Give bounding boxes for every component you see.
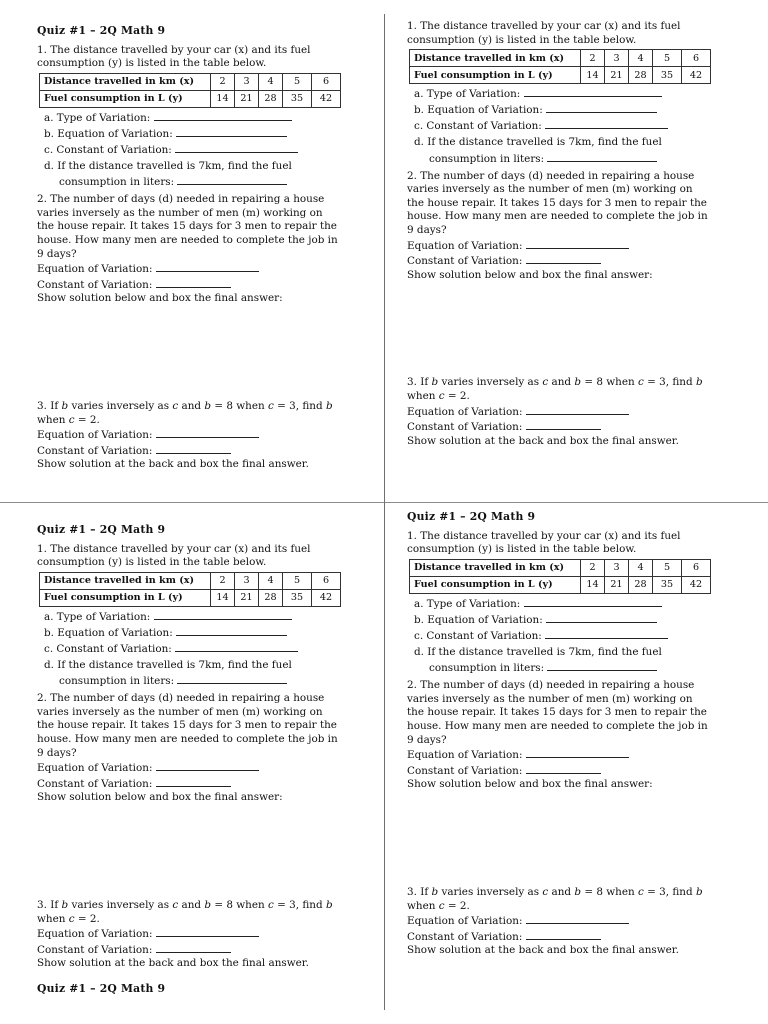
answer-blank[interactable] [156,760,259,771]
table-cell: 21 [605,67,629,84]
q1-text-line2: consumption (y) is listed in the table below. [407,543,637,556]
table-cell: 2 [581,559,605,576]
q1c-label: c. Constant of Variation: [414,629,542,642]
answer-blank[interactable] [546,612,657,623]
q2-text-line: house. How many men are needed to complete the job in [407,210,708,223]
q2-text-line: 9 days? [37,746,77,759]
q1d-label: d. If the distance travelled is 7km, find the fuel [44,659,292,672]
table-row-label: Fuel consumption in L (y) [40,90,211,107]
q3-text-line: 3. If b varies inversely as c and b = 8 when c = 3, find b [37,899,333,911]
answer-blank[interactable] [156,942,231,953]
answer-blank[interactable] [154,609,292,620]
q3-equation-label: Equation of Variation: [37,928,153,941]
table-cell: 5 [283,73,312,90]
table-cell: 4 [629,50,653,67]
q1b-line [407,102,729,118]
q1b-label: b. Equation of Variation: [414,613,543,626]
data-table [39,572,341,607]
q1c-line [37,142,359,158]
table-cell: 21 [605,576,629,593]
table-cell: 14 [581,576,605,593]
q3-constant-line [37,942,359,958]
table-row [40,90,341,107]
q3-equation-line [37,926,359,942]
q2-equation-line [37,261,359,277]
answer-blank[interactable] [526,419,601,430]
q2-text-line: the house repair. It takes 15 days for 3 men to repair the [407,196,707,209]
q1a-line [37,609,359,625]
answer-blank[interactable] [156,776,231,787]
q2-text-line: 9 days? [407,733,447,746]
table-cell: 5 [653,559,682,576]
table-cell: 6 [312,73,341,90]
answer-blank[interactable] [176,126,287,137]
table-row [410,67,711,84]
q3-text-line: when c = 2. [37,413,100,426]
answer-blank[interactable] [177,673,287,684]
q2-text-line: 2. The number of days (d) needed in repairing a house [37,692,325,705]
answer-blank[interactable] [156,443,231,454]
q2-equation-label: Equation of Variation: [407,749,523,762]
answer-blank[interactable] [156,261,259,272]
table-cell: 3 [235,572,259,589]
q2-show-solution: Show solution below and box the final answer: [37,292,283,305]
q2-text-line: house. How many men are needed to complete the job in [37,234,338,247]
q2-constant-label: Constant of Variation: [37,278,153,291]
q1-text-line2: consumption (y) is listed in the table below. [37,57,267,70]
q2-equation-label: Equation of Variation: [37,263,153,276]
data-table [409,559,711,594]
q2-constant-line [407,253,729,269]
horizontal-cut-line-right [385,502,768,503]
q2-text-line: 2. The number of days (d) needed in repairing a house [37,193,325,206]
table-cell: 2 [211,572,235,589]
q2-constant-label: Constant of Variation: [37,777,153,790]
q1a-line [407,596,729,612]
q1-text-line2: consumption (y) is listed in the table below. [407,33,637,46]
q3-text-line: 3. If b varies inversely as c and b = 8 when c = 3, find b [407,886,703,898]
q1a-label: a. Type of Variation: [414,88,521,101]
table-cell: 28 [259,589,283,606]
table-cell: 4 [629,559,653,576]
table-row [40,572,341,589]
table-cell: 21 [235,90,259,107]
q1d-label2: consumption in liters: [59,675,175,688]
answer-blank[interactable] [526,763,601,774]
q2-text-line: 2. The number of days (d) needed in repairing a house [407,679,695,692]
table-cell: 5 [283,572,312,589]
q1d-label2: consumption in liters: [429,662,545,675]
q3-constant-line [37,443,359,459]
data-table [409,49,711,84]
table-cell: 4 [259,572,283,589]
answer-blank[interactable] [526,404,629,415]
answer-blank[interactable] [526,238,629,249]
q1b-line [37,126,359,142]
table-cell: 14 [211,589,235,606]
q1b-label: b. Equation of Variation: [414,104,543,117]
q2-equation-line [37,760,359,776]
q3-text-line: when c = 2. [37,912,100,925]
solution-space [407,792,729,886]
q1a-line [407,86,729,102]
q2-text-line: the house repair. It takes 15 days for 3 men to repair the [37,220,337,233]
q3-equation-line [407,404,729,420]
table-cell: 3 [605,559,629,576]
table-row [410,559,711,576]
data-table [39,73,341,108]
answer-blank[interactable] [545,628,668,639]
q1d-line [37,657,359,673]
table-row-label: Fuel consumption in L (y) [410,67,581,84]
q3-text-line: 3. If b varies inversely as c and b = 8 when c = 3, find b [37,400,333,412]
q1a-label: a. Type of Variation: [414,597,521,610]
q2-text-line: varies inversely as the number of men (m) working on [37,206,323,219]
q1d-label: d. If the distance travelled is 7km, find the fuel [44,160,292,173]
q2-text-line: varies inversely as the number of men (m) working on [407,183,693,196]
table-cell: 3 [235,73,259,90]
answer-blank[interactable] [154,110,292,121]
table-cell: 35 [283,589,312,606]
q2-constant-label: Constant of Variation: [407,764,523,777]
q3-constant-line [407,929,729,945]
q1b-line [407,612,729,628]
q3-text-line: when c = 2. [407,390,470,402]
q2-text-line: varies inversely as the number of men (m) working on [37,705,323,718]
q3-equation-label: Equation of Variation: [407,915,523,928]
table-cell: 14 [211,90,235,107]
q2-show-solution: Show solution below and box the final answer: [37,791,283,804]
quiz-title: Quiz #1 – 2Q Math 9 [37,24,166,37]
q1d-line [407,644,729,660]
answer-blank[interactable] [156,926,259,937]
q1d-label: d. If the distance travelled is 7km, find the fuel [414,646,662,659]
q2-constant-line [37,776,359,792]
q3-show-solution: Show solution at the back and box the final answer. [37,458,309,471]
table-cell: 42 [312,589,341,606]
table-cell: 28 [629,576,653,593]
table-cell: 42 [682,67,711,84]
q3-show-solution: Show solution at the back and box the final answer. [37,957,309,970]
q1d-label: d. If the distance travelled is 7km, find the fuel [414,136,662,149]
q3-equation-line [407,913,729,929]
q1b-label: b. Equation of Variation: [44,626,173,639]
table-row [410,576,711,593]
q1a-label: a. Type of Variation: [44,610,151,623]
table-cell: 2 [581,50,605,67]
q2-text-line: 9 days? [407,224,447,237]
q2-show-solution: Show solution below and box the final answer: [407,268,653,281]
table-cell: 28 [629,67,653,84]
table-cell: 21 [235,589,259,606]
table-cell: 3 [605,50,629,67]
vertical-cut-line [384,14,385,1010]
table-cell: 6 [312,572,341,589]
table-cell: 6 [682,50,711,67]
q1a-label: a. Type of Variation: [44,111,151,124]
q1-text-line1: 1. The distance travelled by your car (x) and its fuel [37,43,311,56]
answer-blank[interactable] [526,929,601,940]
q3-constant-label: Constant of Variation: [37,943,153,956]
q2-constant-line [37,277,359,293]
q1d-line [37,158,359,174]
q1d-label2: consumption in liters: [59,176,175,189]
answer-blank[interactable] [526,253,601,264]
quiz-section [407,510,729,958]
q2-equation-line [407,238,729,254]
q3-constant-label: Constant of Variation: [407,421,523,434]
q3-text-line: when c = 2. [407,899,470,912]
table-cell: 2 [211,73,235,90]
quiz-section [37,523,359,971]
table-row-label: Fuel consumption in L (y) [40,589,211,606]
q3-constant-line [407,419,729,435]
q3-equation-label: Equation of Variation: [407,405,523,418]
q1d-line2 [407,151,729,167]
table-cell: 14 [581,67,605,84]
answer-blank[interactable] [526,747,629,758]
q3-constant-label: Constant of Variation: [407,930,523,943]
answer-blank[interactable] [524,596,662,607]
table-cell: 6 [682,559,711,576]
q3-equation-label: Equation of Variation: [37,429,153,442]
q1c-line [407,628,729,644]
table-row [410,50,711,67]
q1a-line [37,110,359,126]
table-row [40,73,341,90]
q1d-line2 [37,673,359,689]
q2-text-line: the house repair. It takes 15 days for 3 men to repair the [407,706,707,719]
answer-blank[interactable] [156,427,259,438]
q2-equation-line [407,747,729,763]
q1-text-line1: 1. The distance travelled by your car (x) and its fuel [407,20,681,32]
solution-space [37,805,359,899]
q2-constant-label: Constant of Variation: [407,255,523,268]
q2-text-line: 2. The number of days (d) needed in repairing a house [407,169,695,182]
table-cell: 35 [653,67,682,84]
q1c-line [37,641,359,657]
table-cell: 5 [653,50,682,67]
q1d-line2 [407,660,729,676]
answer-blank[interactable] [526,913,629,924]
answer-blank[interactable] [175,641,298,652]
table-row-label: Distance travelled in km (x) [40,73,211,90]
answer-blank[interactable] [175,142,298,153]
table-cell: 4 [259,73,283,90]
solution-space [37,306,359,400]
q1d-line [407,134,729,150]
q1-text-line1: 1. The distance travelled by your car (x) and its fuel [37,542,311,555]
q1-text-line1: 1. The distance travelled by your car (x) and its fuel [407,529,681,542]
solution-space [407,282,729,376]
q3-show-solution: Show solution at the back and box the final answer. [407,434,679,447]
q2-text-line: house. How many men are needed to complete the job in [37,733,338,746]
q3-equation-line [37,427,359,443]
q2-show-solution: Show solution below and box the final answer: [407,778,653,791]
q3-show-solution: Show solution at the back and box the final answer. [407,944,679,957]
q2-text-line: the house repair. It takes 15 days for 3 men to repair the [37,719,337,732]
answer-blank[interactable] [176,625,287,636]
quiz-title: Quiz #1 – 2Q Math 9 [37,523,166,536]
q2-text-line: house. How many men are needed to complete the job in [407,720,708,733]
q1c-label: c. Constant of Variation: [44,642,172,655]
q1-text-line2: consumption (y) is listed in the table below. [37,556,267,569]
quiz-section [407,20,729,448]
q1c-line [407,118,729,134]
table-cell: 35 [653,576,682,593]
q1d-label2: consumption in liters: [429,152,545,165]
table-cell: 35 [283,90,312,107]
quiz-title: Quiz #1 – 2Q Math 9 [407,510,536,523]
q2-equation-label: Equation of Variation: [37,762,153,775]
quiz-section [37,24,359,472]
table-row-label: Fuel consumption in L (y) [410,576,581,593]
table-row [40,589,341,606]
answer-blank[interactable] [547,660,657,671]
q2-text-line: 9 days? [37,247,77,260]
q1c-label: c. Constant of Variation: [44,143,172,156]
table-row-label: Distance travelled in km (x) [410,50,581,67]
q2-constant-line [407,763,729,779]
horizontal-cut-line-left [0,502,384,503]
answer-blank[interactable] [546,102,657,113]
q1b-line [37,625,359,641]
table-cell: 42 [312,90,341,107]
answer-blank[interactable] [524,86,662,97]
table-cell: 42 [682,576,711,593]
table-cell: 28 [259,90,283,107]
q1c-label: c. Constant of Variation: [414,120,542,133]
q3-text-line: 3. If b varies inversely as c and b = 8 when c = 3, find b [407,376,703,389]
footer-quiz-title: Quiz #1 – 2Q Math 9 [37,982,166,995]
table-row-label: Distance travelled in km (x) [40,572,211,589]
answer-blank[interactable] [545,118,668,129]
q1d-line2 [37,174,359,190]
q2-equation-label: Equation of Variation: [407,239,523,252]
answer-blank[interactable] [177,174,287,185]
q2-text-line: varies inversely as the number of men (m) working on [407,692,693,705]
answer-blank[interactable] [156,277,231,288]
answer-blank[interactable] [547,151,657,162]
table-row-label: Distance travelled in km (x) [410,559,581,576]
q1b-label: b. Equation of Variation: [44,127,173,140]
q3-constant-label: Constant of Variation: [37,444,153,457]
